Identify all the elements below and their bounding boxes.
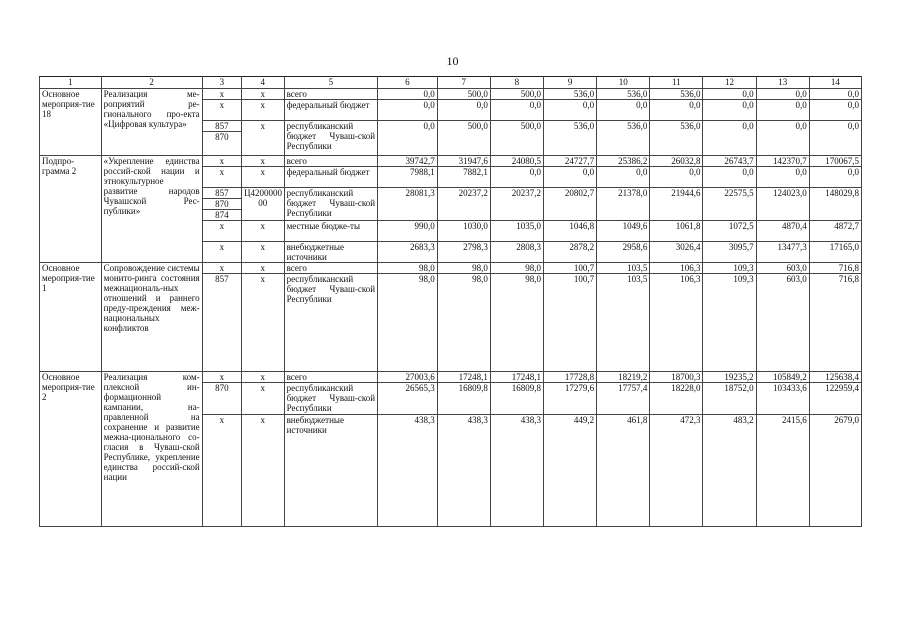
- amount-cell: 0,0: [756, 89, 809, 100]
- row-name: Реализация ме-роприятий ре-гионального про-екта «Цифровая культура»: [101, 89, 202, 156]
- amount-cell: 0,0: [703, 121, 756, 156]
- budget-code-cell: x: [202, 100, 241, 121]
- budget-code-cell: x: [202, 89, 241, 100]
- funding-source-cell: республиканский бюджет Чуваш-ской Республики: [284, 121, 378, 156]
- amount-cell: 438,3: [490, 415, 543, 527]
- amount-cell: 0,0: [544, 167, 597, 188]
- target-code-cell: Ц4200000 00: [242, 188, 285, 221]
- amount-cell: 16809,8: [490, 383, 543, 415]
- amount-cell: 13477,3: [756, 242, 809, 263]
- budget-code-cell: x: [202, 372, 241, 383]
- budget-code-cell: 857: [202, 274, 241, 372]
- amount-cell: 716,8: [809, 274, 861, 372]
- row-name: Реализация ком-плексной ин-формационной кампании, на-правленной на сохранение и развитие межна-ционального со-гласия в Чуваш-ской Республике, укрепление единства россий-ской нации: [101, 372, 202, 527]
- amount-cell: 1049,6: [597, 221, 650, 242]
- column-number: 11: [650, 77, 703, 89]
- amount-cell: 105849,2: [756, 372, 809, 383]
- amount-cell: 98,0: [437, 263, 490, 274]
- table-row: [40, 89, 862, 100]
- amount-cell: 21378,0: [597, 188, 650, 221]
- amount-cell: 0,0: [809, 167, 861, 188]
- amount-cell: 142370,7: [756, 156, 809, 167]
- budget-code-cell: 857: [202, 121, 241, 132]
- amount-cell: 18752,0: [703, 383, 756, 415]
- amount-cell: 536,0: [597, 89, 650, 100]
- amount-cell: 536,0: [544, 89, 597, 100]
- amount-cell: 990,0: [378, 221, 438, 242]
- amount-cell: 103,5: [597, 263, 650, 274]
- row-code: Подпро-грамма 2: [40, 156, 102, 263]
- amount-cell: 0,0: [378, 121, 438, 156]
- budget-code-cell: x: [202, 221, 241, 242]
- amount-cell: 536,0: [650, 121, 703, 156]
- budget-code-cell: 870: [202, 383, 241, 415]
- amount-cell: 1030,0: [437, 221, 490, 242]
- amount-cell: 19235,2: [703, 372, 756, 383]
- target-code-cell: x: [242, 242, 285, 263]
- budget-code-cell: x: [202, 263, 241, 274]
- amount-cell: 0,0: [756, 100, 809, 121]
- amount-cell: 20802,7: [544, 188, 597, 221]
- amount-cell: 4870,4: [756, 221, 809, 242]
- target-code-cell: x: [242, 221, 285, 242]
- amount-cell: 26565,3: [378, 383, 438, 415]
- amount-cell: 24727,7: [544, 156, 597, 167]
- row-code: Основное мероприя-тие 18: [40, 89, 102, 156]
- amount-cell: 100,7: [544, 274, 597, 372]
- amount-cell: 472,3: [650, 415, 703, 527]
- column-number: 13: [756, 77, 809, 89]
- amount-cell: 603,0: [756, 263, 809, 274]
- amount-cell: 0,0: [544, 100, 597, 121]
- amount-cell: 500,0: [490, 89, 543, 100]
- column-number: 2: [101, 77, 202, 89]
- amount-cell: 438,3: [378, 415, 438, 527]
- budget-code-cell: x: [202, 167, 241, 188]
- amount-cell: 2878,2: [544, 242, 597, 263]
- amount-cell: 20237,2: [490, 188, 543, 221]
- funding-source-cell: местные бюдже-ты: [284, 221, 378, 242]
- amount-cell: 22575,5: [703, 188, 756, 221]
- amount-cell: 103,5: [597, 274, 650, 372]
- amount-cell: 603,0: [756, 274, 809, 372]
- column-number: 9: [544, 77, 597, 89]
- amount-cell: 124023,0: [756, 188, 809, 221]
- budget-code-cell: x: [202, 415, 241, 527]
- funding-source-cell: всего: [284, 156, 378, 167]
- funding-source-cell: всего: [284, 372, 378, 383]
- table-row: [40, 156, 862, 167]
- funding-source-cell: всего: [284, 89, 378, 100]
- column-number: 6: [378, 77, 438, 89]
- amount-cell: 500,0: [437, 89, 490, 100]
- target-code-cell: x: [242, 89, 285, 100]
- amount-cell: 17248,1: [437, 372, 490, 383]
- page-number: 10: [446, 54, 459, 68]
- table-row: [40, 263, 862, 274]
- amount-cell: 27003,6: [378, 372, 438, 383]
- column-number-header: [40, 77, 862, 89]
- column-number: 14: [809, 77, 861, 89]
- target-code-cell: x: [242, 274, 285, 372]
- amount-cell: 0,0: [378, 89, 438, 100]
- amount-cell: 17757,4: [597, 383, 650, 415]
- amount-cell: 0,0: [490, 167, 543, 188]
- funding-source-cell: всего: [284, 263, 378, 274]
- amount-cell: 98,0: [378, 263, 438, 274]
- amount-cell: 26743,7: [703, 156, 756, 167]
- amount-cell: 461,8: [597, 415, 650, 527]
- table-row: [40, 372, 862, 383]
- amount-cell: 28081,3: [378, 188, 438, 221]
- amount-cell: 98,0: [490, 263, 543, 274]
- amount-cell: 100,7: [544, 263, 597, 274]
- amount-cell: 18219,2: [597, 372, 650, 383]
- amount-cell: 2415,6: [756, 415, 809, 527]
- row-name: Сопровождение системы монито-ринга состояния межнациональ-ных отношений и раннего преду-преждения меж-национальных конфликтов: [101, 263, 202, 372]
- column-number: 12: [703, 77, 756, 89]
- budget-code-cell: 857: [202, 188, 241, 199]
- amount-cell: 4872,7: [809, 221, 861, 242]
- budget-code-cell: x: [202, 242, 241, 263]
- amount-cell: 483,2: [703, 415, 756, 527]
- budget-table: [39, 76, 862, 527]
- amount-cell: 170067,5: [809, 156, 861, 167]
- column-number: 3: [202, 77, 241, 89]
- column-number: 10: [597, 77, 650, 89]
- amount-cell: 536,0: [650, 89, 703, 100]
- target-code-cell: x: [242, 263, 285, 274]
- amount-cell: 98,0: [490, 274, 543, 372]
- amount-cell: 2958,6: [597, 242, 650, 263]
- row-name: «Укрепление единства россий-ской нации и этнокультурное развитие народов Чувашской Рес-публики»: [101, 156, 202, 263]
- amount-cell: 0,0: [703, 167, 756, 188]
- amount-cell: 1061,8: [650, 221, 703, 242]
- amount-cell: 0,0: [597, 167, 650, 188]
- amount-cell: 536,0: [597, 121, 650, 156]
- column-number: 8: [490, 77, 543, 89]
- amount-cell: 24080,5: [490, 156, 543, 167]
- amount-cell: 0,0: [703, 89, 756, 100]
- target-code-cell: x: [242, 383, 285, 415]
- amount-cell: 98,0: [378, 274, 438, 372]
- amount-cell: 449,2: [544, 415, 597, 527]
- funding-source-cell: республиканский бюджет Чуваш-ской Республики: [284, 383, 378, 415]
- amount-cell: 0,0: [650, 167, 703, 188]
- amount-cell: 39742,7: [378, 156, 438, 167]
- amount-cell: 2683,3: [378, 242, 438, 263]
- amount-cell: 0,0: [809, 121, 861, 156]
- amount-cell: 0,0: [809, 89, 861, 100]
- amount-cell: 3026,4: [650, 242, 703, 263]
- amount-cell: 31947,6: [437, 156, 490, 167]
- amount-cell: 16809,8: [437, 383, 490, 415]
- row-code: Основное мероприя-тие 1: [40, 263, 102, 372]
- amount-cell: 17165,0: [809, 242, 861, 263]
- amount-cell: 3095,7: [703, 242, 756, 263]
- amount-cell: 2679,0: [809, 415, 861, 527]
- amount-cell: 20237,2: [437, 188, 490, 221]
- amount-cell: 18700,3: [650, 372, 703, 383]
- funding-source-cell: республиканский бюджет Чуваш-ской Республики: [284, 274, 378, 372]
- amount-cell: 26032,8: [650, 156, 703, 167]
- amount-cell: 0,0: [490, 100, 543, 121]
- amount-cell: 438,3: [437, 415, 490, 527]
- amount-cell: 500,0: [490, 121, 543, 156]
- amount-cell: 7988,1: [378, 167, 438, 188]
- amount-cell: 536,0: [544, 121, 597, 156]
- target-code-cell: x: [242, 372, 285, 383]
- amount-cell: 1035,0: [490, 221, 543, 242]
- funding-source-cell: республиканский бюджет Чуваш-ской Республики: [284, 188, 378, 221]
- amount-cell: 106,3: [650, 274, 703, 372]
- amount-cell: 0,0: [650, 100, 703, 121]
- funding-source-cell: федеральный бюджет: [284, 167, 378, 188]
- target-code-cell: x: [242, 415, 285, 527]
- amount-cell: 103433,6: [756, 383, 809, 415]
- column-number: 4: [242, 77, 285, 89]
- target-code-cell: x: [242, 121, 285, 156]
- amount-cell: 17728,8: [544, 372, 597, 383]
- amount-cell: 2798,3: [437, 242, 490, 263]
- amount-cell: 148029,8: [809, 188, 861, 221]
- target-code-cell: x: [242, 156, 285, 167]
- amount-cell: 2808,3: [490, 242, 543, 263]
- amount-cell: 21944,6: [650, 188, 703, 221]
- amount-cell: 0,0: [437, 100, 490, 121]
- amount-cell: 17248,1: [490, 372, 543, 383]
- amount-cell: 106,3: [650, 263, 703, 274]
- amount-cell: 0,0: [756, 121, 809, 156]
- amount-cell: 7882,1: [437, 167, 490, 188]
- funding-source-cell: федеральный бюджет: [284, 100, 378, 121]
- funding-source-cell: внебюджетные источники: [284, 415, 378, 527]
- budget-code-cell: 870: [202, 132, 241, 156]
- column-number: 1: [40, 77, 102, 89]
- amount-cell: 109,3: [703, 274, 756, 372]
- budget-code-cell: 870: [202, 199, 241, 210]
- amount-cell: 0,0: [703, 100, 756, 121]
- amount-cell: 122959,4: [809, 383, 861, 415]
- row-code: Основное мероприя-тие 2: [40, 372, 102, 527]
- amount-cell: 1072,5: [703, 221, 756, 242]
- budget-code-cell: 874: [202, 210, 241, 221]
- amount-cell: 109,3: [703, 263, 756, 274]
- target-code-cell: x: [242, 100, 285, 121]
- column-number: 7: [437, 77, 490, 89]
- budget-code-cell: x: [202, 156, 241, 167]
- target-code-cell: x: [242, 167, 285, 188]
- amount-cell: 1046,8: [544, 221, 597, 242]
- amount-cell: 0,0: [756, 167, 809, 188]
- amount-cell: 17279,6: [544, 383, 597, 415]
- amount-cell: 0,0: [597, 100, 650, 121]
- amount-cell: 18228,0: [650, 383, 703, 415]
- amount-cell: 98,0: [437, 274, 490, 372]
- amount-cell: 125638,4: [809, 372, 861, 383]
- amount-cell: 716,8: [809, 263, 861, 274]
- amount-cell: 500,0: [437, 121, 490, 156]
- amount-cell: 25386,2: [597, 156, 650, 167]
- amount-cell: 0,0: [809, 100, 861, 121]
- funding-source-cell: внебюджетные источники: [284, 242, 378, 263]
- column-number: 5: [284, 77, 378, 89]
- amount-cell: 0,0: [378, 100, 438, 121]
